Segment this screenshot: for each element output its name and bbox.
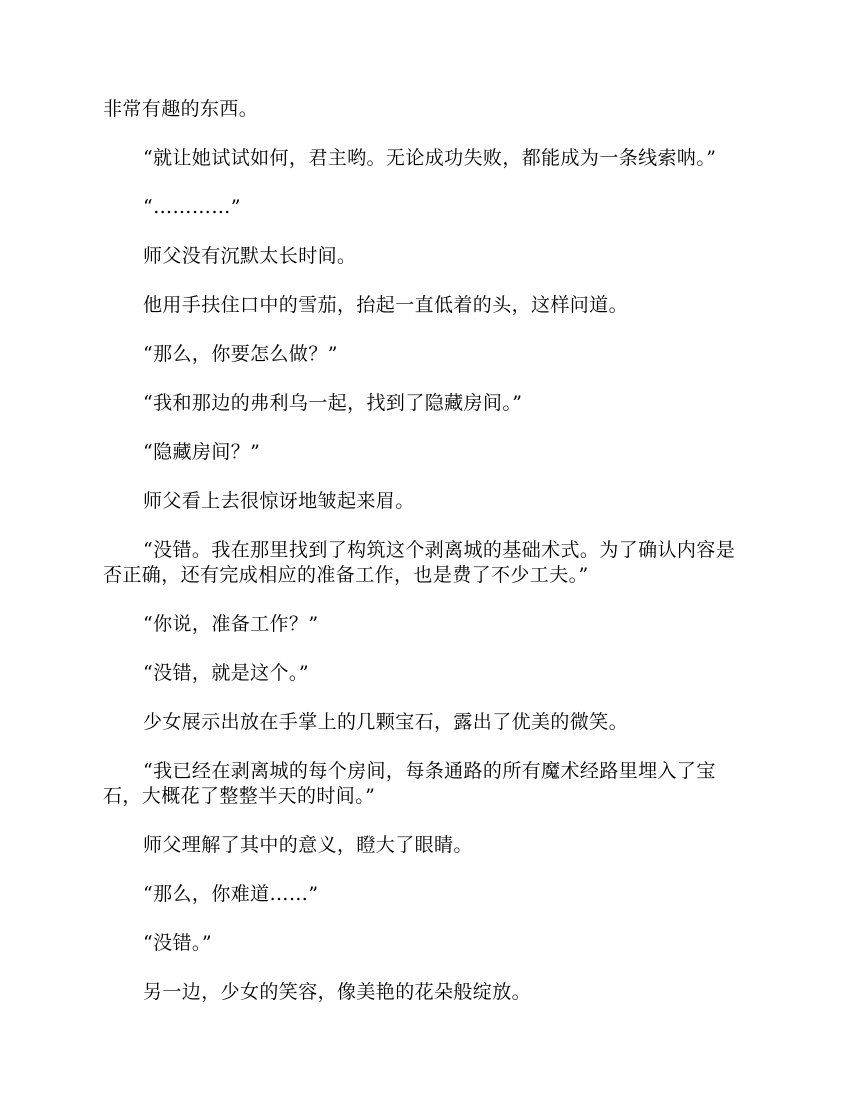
paragraph: “没错。我在那里找到了构筑这个剥离城的基础术式。为了确认内容是否正确，还有完成相应的准备工作，也是费了不少工夫。” (103, 539, 736, 586)
paragraph: “没错，就是这个。” (143, 662, 309, 684)
paragraph: 非常有趣的东西。 (103, 98, 259, 120)
paragraph: 他用手扶住口中的雪茄，抬起一直低着的头，这样问道。 (143, 294, 629, 316)
paragraph: “你说，准备工作？” (143, 613, 319, 635)
paragraph: “那么，你要怎么做？” (143, 343, 338, 365)
paragraph: “那么，你难道……” (143, 883, 319, 905)
paragraph: “隐藏房间？” (143, 441, 261, 463)
paragraph: “我已经在剥离城的每个房间，每条通路的所有魔术经路里埋入了宝石，大概花了整整半天的时间。” (103, 760, 716, 807)
paragraph: “没错。” (143, 932, 212, 954)
body-text (103, 97, 743, 1029)
paragraph: 少女展示出放在手掌上的几颗宝石，露出了优美的微笑。 (143, 711, 629, 733)
paragraph: “…………” (143, 196, 241, 218)
paragraph: 师父没有沉默太长时间。 (143, 245, 357, 267)
paragraph: “我和那边的弗利乌一起，找到了隐藏房间。” (143, 392, 523, 414)
paragraph: 师父理解了其中的意义，瞪大了眼睛。 (143, 834, 473, 856)
paragraph: 师父看上去很惊讶地皱起来眉。 (143, 490, 415, 512)
paragraph: “就让她试试如何，君主哟。无论成功失败，都能成为一条线索呐。” (143, 147, 717, 169)
paragraph: 另一边，少女的笑容，像美艳的花朵般绽放。 (143, 981, 532, 1003)
